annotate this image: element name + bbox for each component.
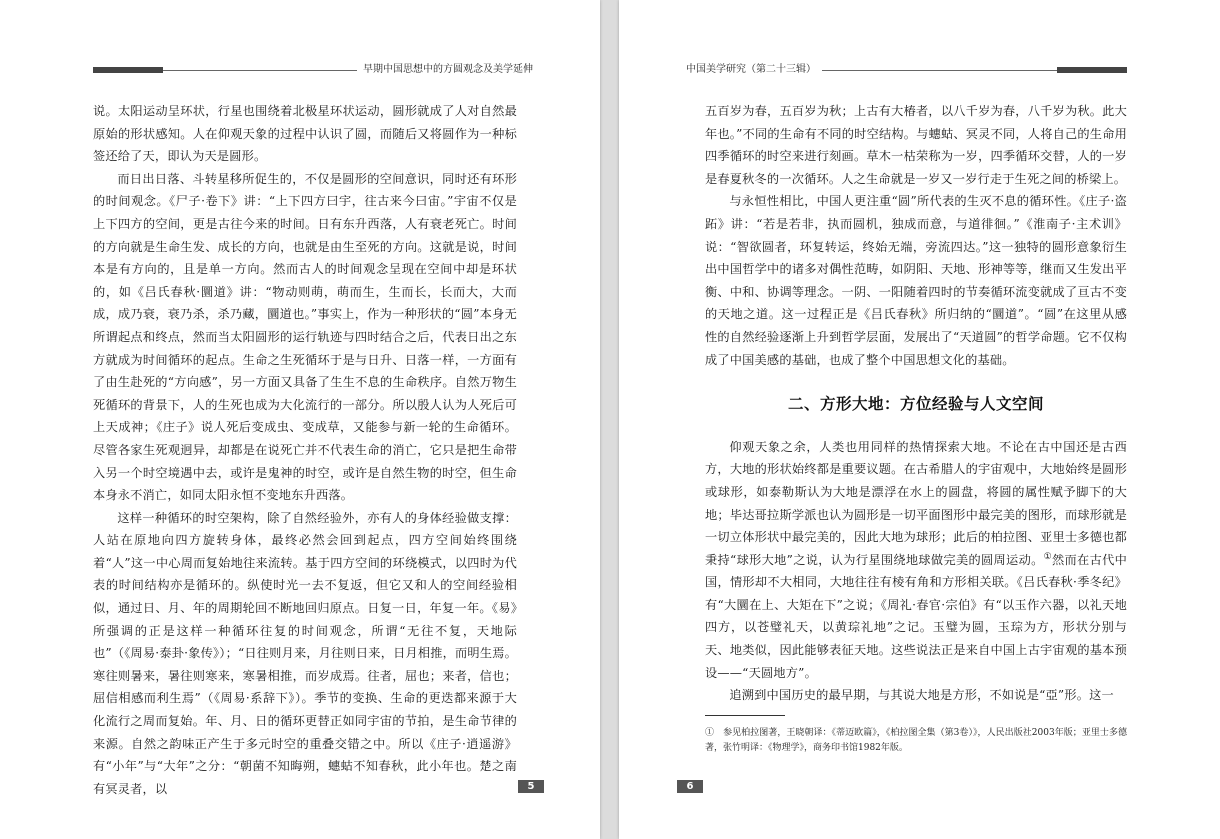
paragraph-text: 然而在古代中国，情形却不大相同，大地往往有棱有角和方形相关联。《吕氏春秋·季冬纪》有“大圜在上、大矩在下”之说；《周礼·春官·宗伯》有“以玉作六器，以礼天地四方，以苍璧礼天，以黄琮礼地”之记。玉璧为圆，玉琮为方，形状分别与天、地类似，因此能够表征天地。这些说法正是来自中国上古宇宙观的基本预设——“天圆地方”。 xyxy=(705,552,1127,680)
footnote: ① 参见柏拉图著，王晓朝译：《蒂迈欧篇》，《柏拉图全集（第3卷）》，人民出版社2003年版；亚里士多德著，张竹明译：《物理学》，商务印书馆1982年版。 xyxy=(705,728,1127,753)
right-running-header xyxy=(686,62,1127,78)
footnote-marker[interactable]: ① xyxy=(1043,551,1053,562)
paragraph: 追溯到中国历史的最早期，与其说大地是方形，不如说是“亞”形。这一 xyxy=(729,688,1114,703)
left-header-title: 早期中国思想中的方圆观念及美学延伸 xyxy=(357,62,533,78)
paragraph-text: 仰观天象之余，人类也用同样的热情探索大地。不论在古中国还是古西方，大地的形状始终都是重要议题。在古希腊人的宇宙观中，大地始终是圆形或球形，如泰勒斯认为大地是漂浮在水上的圆盘，将圆的属性赋予脚下的大地；毕达哥拉斯学派也认为圆形是一切平面图形中最完美的图形，而球形就是一切立体形状中最完美的，因此大地为球形；此后的柏拉图、亚里士多德也都秉持“球形大地”之说，认为行星围绕地球做完美的圆周运动。 xyxy=(705,439,1127,567)
left-page xyxy=(0,0,600,839)
paragraph: 五百岁为春，五百岁为秋；上古有大椿者，以八千岁为春，八千岁为秋。此大年也。”不同的生命有不同的时空结构。与蟪蛄、冥灵不同，人将自己的生命用四季循环的时空来进行刻画。草木一枯荣称为一岁，四季循环交替，人的一岁是春夏秋冬的一次循环。人之生命就是一岁又一岁行走于生死之间的桥梁上。 xyxy=(705,104,1127,186)
paragraph: 与永恒性相比，中国人更注重“圆”所代表的生灭不息的循环性。《庄子·盗跖》讲：“若是若非，执而圆机，独成而意，与道徘徊。”《淮南子·主术训》说：“智欲圆者，环复转运，终始无端，旁流四达。”这一独特的圆形意象衍生出中国哲学中的诸多对偶性范畴，如阴阳、天地、形神等等，继而又生发出平衡、中和、协调等理念。一阴、一阳随着四时的节奏循环流变就成了亘古不变的天地之道。这一过程正是《吕氏春秋》所归纳的“圜道”。“圆”在这里从感性的自然经验逐渐上升到哲学层面，发展出了“天道圆”的哲学命题。它不仅构成了中国美感的基础，也成了整个中国思想文化的基础。 xyxy=(705,194,1127,367)
paragraph: 而日出日落、斗转星移所促生的，不仅是圆形的空间意识，同时还有环形的时间观念。《尸子·卷下》讲：“上下四方曰宇，往古来今曰宙。”宇宙不仅是上下四方的空间，更是古往今来的时间。日有东升西落，人有衰老死亡。时间的方向就是生命生发、成长的方向，也就是由生至死的方向。这就是说，时间本是有方向的，且是单一方向。然而古人的时间观念呈现在空间中却是环状的，如《吕氏春秋·圜道》讲：“物动则萌，萌而生，生而长，长而大，大而成，成乃衰，衰乃杀，杀乃藏，圜道也。”事实上，作为一种形状的“圆”本身无所谓起点和终点，然而当太阳圆形的运行轨迹与四时结合之后，代表日出之东方就成为时间循环的起点。生命之生死循环于是与日升、日落一样，一方面有了由生赴死的“方向感”，另一方面又具备了生生不息的生命秩序。自然万物生死循环的背景下，人的生死也成为大化流行的一部分。所以殷人认为人死后可上天成神；《庄子》说人死后变成虫、变成草，又能参与新一轮的生命循环。尽管各家生死观迥异，却都是在说死亡并不代表生命的消亡，它只是把生命带入另一个时空境遇中去，或许是鬼神的时空，或许是自然生物的时空，但生命本身永不消亡，如同太阳永恒不变地东升西落。 xyxy=(93,171,517,503)
footnote-rule xyxy=(705,715,785,716)
right-body-text xyxy=(705,100,1127,707)
left-running-header xyxy=(93,62,533,78)
left-page-number: 5 xyxy=(518,780,544,793)
header-bar xyxy=(93,67,163,73)
paragraph: 这样一种循环的时空架构，除了自然经验外，亦有人的身体经验做支撑：人站在原地向四方旋转身体，最终必然会回到起点，四方空间始终围绕着“人”这一中心周而复始地往来流转。基于四方空间的环绕模式，以四时为代表的时间结构亦是循环的。纵使时光一去不复返，但它又和人的空间经验相似，通过日、月、年的周期轮回不断地回归原点。日复一日，年复一年。《易》所强调的正是这样一种循环往复的时间观念，所谓“无往不复，天地际也”（《周易·泰卦·象传》）；“日往则月来，月往则日来，日月相推，而明生焉。寒往则暑来，暑往则寒来，寒暑相推，而岁成焉。往者，屈也；来者，信也；屈信相感而利生焉”（《周易·系辞下》）。季节的变换、生命的更迭都来源于大化流行之周而复始。年、月、日的循环更替正如同宇宙的节拍，是生命节律的来源。自然之韵味正产生于多元时空的重叠交错之中。所以《庄子·逍遥游》有“小年”与“大年”之分：“朝菌不知晦朔，蟪蛄不知春秋，此小年也。楚之南有冥灵者，以 xyxy=(93,510,517,796)
right-page-number: 6 xyxy=(677,780,703,793)
paragraph: 说。太阳运动呈环状，行星也围绕着北极星环状运动，圆形就成了人对自然最原始的形状感知。人在仰观天象的过程中认识了圆，而随后又将圆作为一种标签还给了天，即认为天是圆形。 xyxy=(93,104,517,164)
header-bar xyxy=(1057,67,1127,73)
section-heading: 二、方形大地：方位经验与人文空间 xyxy=(787,395,1044,414)
paragraph xyxy=(705,436,1127,685)
right-header-title: 中国美学研究（第二十三辑） xyxy=(686,62,822,78)
left-body-text xyxy=(93,100,517,800)
right-page xyxy=(619,0,1220,839)
